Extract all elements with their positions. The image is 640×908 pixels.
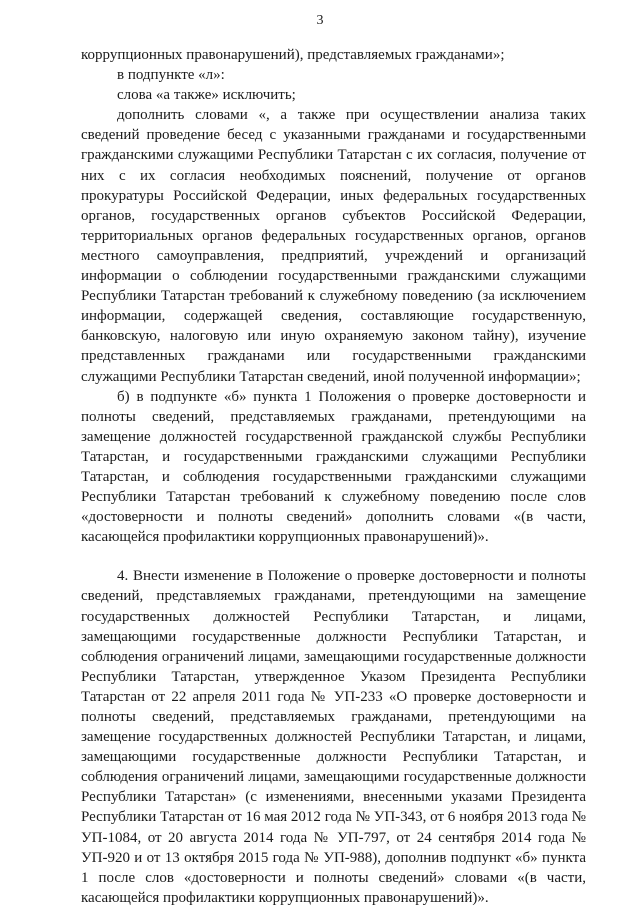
paragraph-exclude-words: слова «а также» исключить; xyxy=(117,87,296,104)
page-number: 3 xyxy=(316,13,324,28)
paragraph-item-b: б) в подпункте «б» пункта 1 Положения о проверке достоверности и полноты сведений, представляемых гражданами, претендующими на замещение должностей государственной гражданской службы Республики Татарстан, и государственными гражданскими служащими Республики Татарстан, и соблюдения государственными гражданскими служащими Республики Татарстан требований к служебному поведению после слов «достоверности и полноты сведений» дополнить словами «(в части, касающейся профилактики коррупционных правонарушений)». xyxy=(81,388,586,546)
paragraph-continuation: коррупционных правонарушений), представляемых гражданами»; xyxy=(81,47,505,63)
section-spacer xyxy=(81,547,586,566)
paragraph-section-4: 4. Внести изменение в Положение о проверке достоверности и полноты сведений, представляемых гражданами, претендующими на замещение государственных должностей Республики Татарстан, и лицами, замещающими государственные должности Республики Татарстан, и соблюдения ограничений лицами, замещающими государственные должности Республики Татарстан, утвержденное Указом Президента Республики Татарстан от 22 апреля 2011 года № УП-233 «О проверке достоверности и полноты сведений, представляемых гражданами, претендующими на замещение государственных должностей Республики Татарстан, и лицами, замещающими государственные должности Республики Татарстан, и соблюдения ограничений лицами, замещающими государственные должности Республики Татарстан» (с изменениями, внесенными указами Президента Республики Татарстан от 16 мая 2012 года № УП-343, от 6 ноября 2013 года № УП-1084, от 20 августа 2014 года № УП-797, от 24 сентября 2014 года № УП-920 и от 13 октября 2015 года № УП-988), дополнив подпункт «б» пункта 1 после слов «достоверности и полноты сведений» словами «(в части, касающейся профилактики коррупционных правонарушений)». xyxy=(81,568,586,906)
paragraph-add-words: дополнить словами «, а также при осуществлении анализа таких сведений проведение бесед с указанными гражданами и государственными гражданскими служащими Республики Татарстан с их согласия, получение от них с их согласия необходимых пояснений, получение от органов прокуратуры Российской Федерации, иных федеральных государственных органов, государственных органов субъектов Российской Федерации, территориальных органов федеральных государственных органов, органов местного самоуправления, предприятий, учреждений и организаций информации о соблюдении государственными гражданскими служащими Республики Татарстан требований к служебному поведению (за исключением информации, содержащей сведения, составляющие государственную, банковскую, налоговую или иную охраняемую законом тайну), изучение представленных гражданами или государственными гражданскими служащими Республики Татарстан сведений, иной полученной информации»; xyxy=(81,107,586,385)
document-body xyxy=(81,45,586,908)
paragraph-subpoint-l: в подпункте «л»: xyxy=(117,67,225,84)
